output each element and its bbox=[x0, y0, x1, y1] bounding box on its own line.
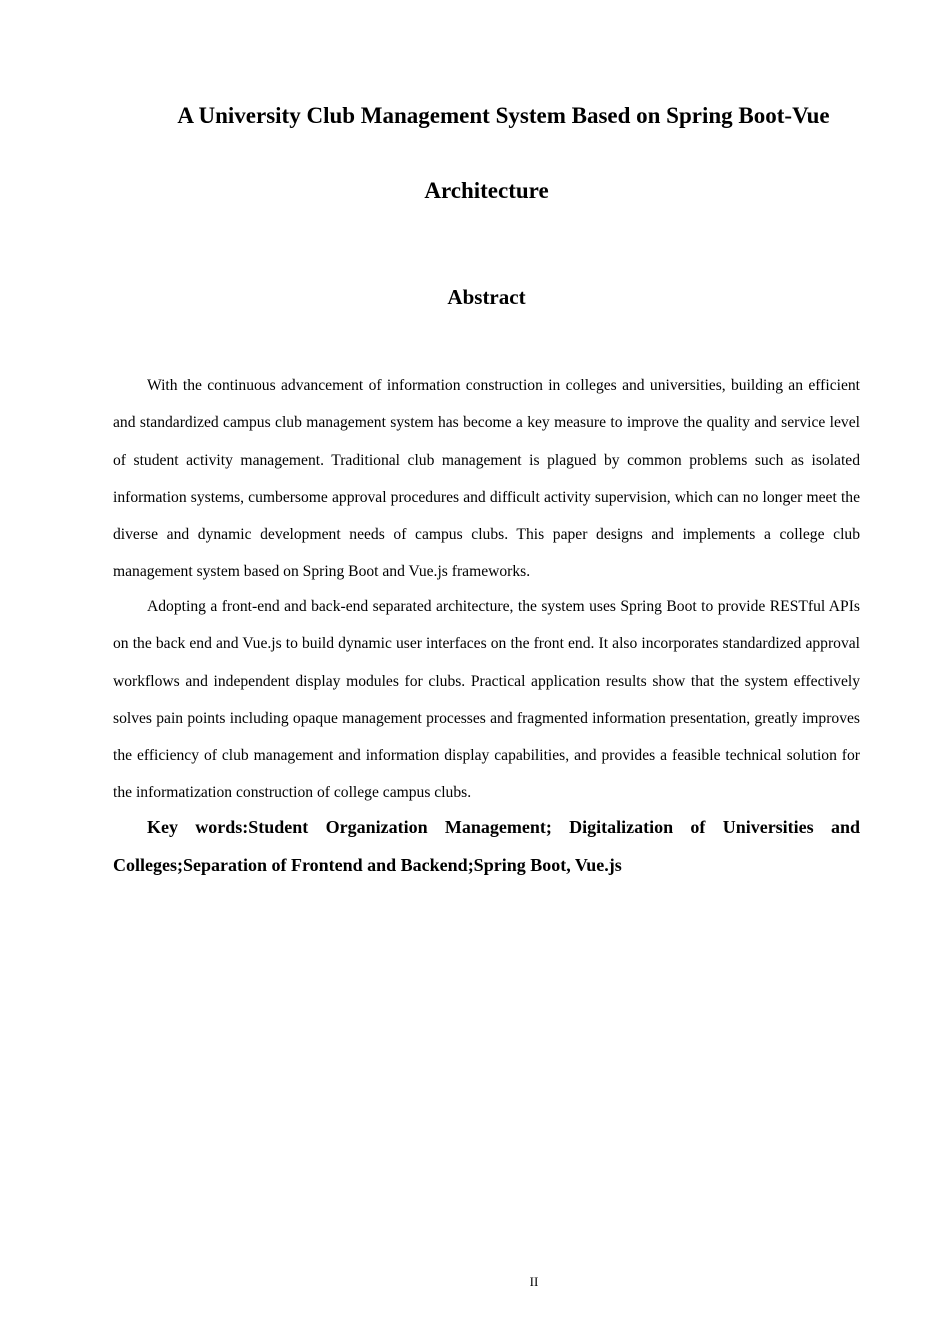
keywords: Key words:Student Organization Management; Digitalization of Universities and Colleges;Separation of Frontend and Backend;Spring Boot, Vue.js bbox=[113, 817, 860, 875]
abstract-paragraph-2: Adopting a front-end and back-end separated architecture, the system uses Spring Boot to provide RESTful APIs on the back end and Vue.js to build dynamic user interfaces on the front end. It also incorporates standardized approval workflows and independent display modules for clubs. Practical application results show that the system effectively solves pain points including opaque management processes and fragmented information presentation, greatly improves the efficiency of club management and information display capabilities, and provides a feasible technical solution for the informatization construction of college campus clubs. bbox=[113, 598, 860, 802]
paper-title-line-2: Architecture bbox=[424, 178, 549, 203]
paper-title-line-1: A University Club Management System Based on Spring Boot-Vue bbox=[177, 103, 830, 128]
abstract-paragraph-1: With the continuous advancement of information construction in colleges and universities, building an efficient and standardized campus club management system has become a key measure to improve the quality and service level of student activity management. Traditional club management is plagued by common problems such as isolated information systems, cumbersome approval procedures and difficult activity supervision, which can no longer meet the diverse and dynamic development needs of campus clubs. This paper designs and implements a college club management system based on Spring Boot and Vue.js frameworks. bbox=[113, 377, 860, 581]
page-number: II bbox=[529, 1274, 539, 1289]
abstract-heading: Abstract bbox=[447, 285, 526, 309]
